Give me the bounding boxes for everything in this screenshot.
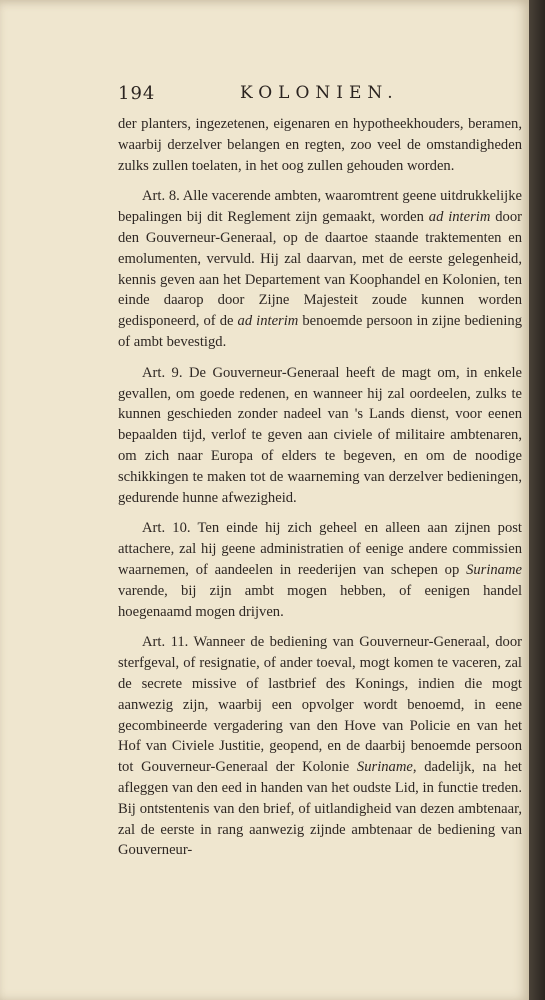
page-edge: [529, 0, 545, 1000]
article-number: Art. 9.: [142, 364, 183, 381]
paragraph-text: door den Gouverneur-Generaal, op de daartoe staande traktementen en emolumenten, vervuld. Hij zal daarvan, met de eerste gelegenheid, kennis geven aan het Departement van Koophandel en Kolonien, ten einde daarop door Zijne Majesteit zoude kunnen worden gedisponeerd, of de: [118, 209, 522, 330]
article-10-paragraph: [118, 518, 522, 622]
article-number: Art. 11.: [142, 634, 189, 651]
paragraph-text: benoemde persoon in zijne bediening of ambt bevestigd.: [118, 313, 522, 350]
running-head: KOLONIEN.: [240, 83, 399, 103]
italic-term: Suriname: [466, 561, 523, 578]
paragraph-text: Alle vacerende ambten, waaromtrent geene uitdrukkelijke bepalingen bij dit Reglement zijn gemaakt, worden: [118, 188, 523, 226]
italic-term: Suriname: [356, 759, 413, 776]
paragraph-continuation: [118, 114, 522, 176]
paragraph-text: Ten einde hij zich geheel en alleen aan zijnen post attachere, zal hij geene administratien of eenige andere commissien waarnemen, of aandeelen in reederijen van schepen op: [118, 520, 522, 578]
italic-term: ad interim: [428, 209, 491, 226]
paragraph-text: De Gouverneur-Generaal heeft de magt om, in enkele gevallen, om goede redenen, en wanneer hij zal oordeelen, zulks te kunnen geschieden zonder nadeel van 's Lands dienst, voor eenen bepaalden tijd, verlof te geven aan civiele of militaire ambtenaren, om zich naar Europa of elders te begeven, en om de noodige schikkingen te maken tot de waarneming van derzelver bedieningen, gedurende hunne afwezigheid.: [118, 364, 522, 506]
italic-term: ad interim: [237, 313, 299, 330]
paragraph-text: Wanneer de bediening van Gouverneur-Generaal, door sterfgeval, of resignatie, of ander toeval, mogt komen te vaceren, zal de secrete missive of lastbrief des Konings, indien die mogt aanwezig zijn, waarbij een opvolger wordt benoemd, in eene gecombineerde vergadering van den Hove van Policie en van het Hof van Civiele Justitie, geopend, en de daarbij benoemde persoon tot Gouverneur-Generaal der Kolonie: [118, 634, 522, 776]
body-text: [118, 114, 522, 861]
paragraph-text: der planters, ingezetenen, eigenaren en hypotheekhouders, beramen, waarbij derzelver belangen en regten, zoo veel de omstandigheden zulks zullen toelaten, in het oog zullen gehouden worden.: [118, 116, 522, 174]
article-number: Art. 10.: [142, 520, 191, 537]
paragraph-text: varende, bij zijn ambt mogen hebben, of eenigen handel hoegenaamd mogen drijven.: [118, 582, 522, 620]
article-11-paragraph: [118, 632, 522, 861]
article-8-paragraph: [118, 186, 522, 352]
page-number: 194: [118, 83, 156, 104]
paragraph-text: , dadelijk, na het afleggen van den eed in handen van het oudste Lid, in functie treden. Bij ontstentenis van den brief, of uitlandigheid van dezen ambtenaar, zal de eerste in rang aanwezig zijnde ambtenaar de bediening van Gouverneur-: [118, 759, 522, 859]
article-number: Art. 8.: [142, 188, 180, 205]
page-header: [118, 83, 528, 109]
article-9-paragraph: [118, 363, 522, 509]
